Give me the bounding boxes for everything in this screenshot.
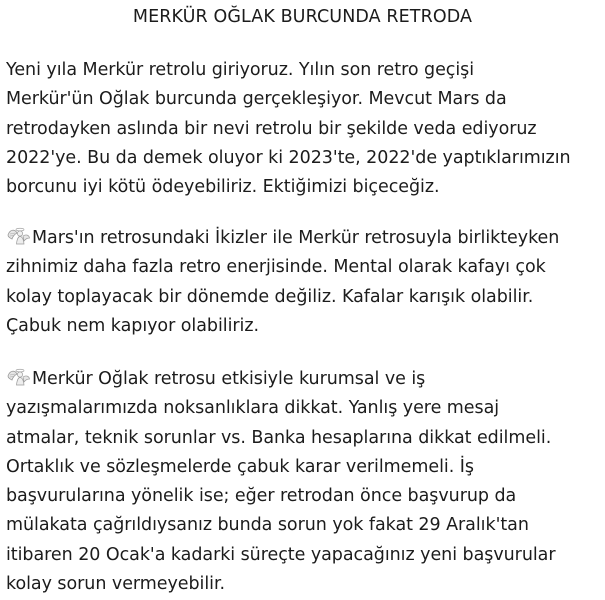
paragraph-line-text: Merkür Oğlak retrosu etkisiyle kurumsal ve iş <box>32 369 426 389</box>
paragraph-3 <box>6 365 602 599</box>
paragraph-line: zihnimiz daha fazla retro enerjisinde. Mental olarak kafayı çok <box>6 257 546 278</box>
paragraph-line: atmalar, teknik sorunlar vs. Banka hesaplarına dikkat edilmeli. <box>6 427 552 448</box>
paragraph-line: retrodayken aslında bir nevi retrolu bir şekilde veda ediyoruz <box>6 118 537 139</box>
paragraph-line: itibaren 20 Ocak'a kadarki süreçte yapacağınız yeni başvurular <box>6 544 556 565</box>
paragraph-line: başvurularına yönelik ise; eğer retrodan önce başvurup da <box>6 486 517 507</box>
paragraph-line: Çabuk nem kapıyor olabiliriz. <box>6 315 259 336</box>
paragraph-line: Ortaklık ve sözleşmelerde çabuk karar verilmemeli. İş <box>6 456 474 477</box>
document-title: MERKÜR OĞLAK BURCUNDA RETRODA <box>132 7 473 27</box>
paragraph-1 <box>6 56 602 202</box>
paragraph-2 <box>6 224 602 341</box>
paragraph-line-with-icon <box>6 224 602 253</box>
paragraph-line: kolay toplayacak bir dönemde değiliz. Kafalar karışık olabilir. <box>6 286 534 307</box>
paragraph-line: borcunu iyi kötü ödeyebiliriz. Ektiğimizi biçeceğiz. <box>6 177 440 198</box>
paragraph-line: 2022'ye. Bu da demek oluyor ki 2023'te, 2022'de yaptıklarımızın <box>6 147 571 168</box>
paragraph-line: mülakata çağrıldıysanız bunda sorun yok fakat 29 Aralık'tan <box>6 515 529 536</box>
angel-icon <box>6 226 32 246</box>
angel-icon <box>6 367 32 387</box>
paragraph-line: Yeni yıla Merkür retrolu giriyoruz. Yılın son retro geçişi <box>6 60 475 80</box>
paragraph-line-with-icon <box>6 365 602 394</box>
paragraph-line: kolay sorun vermeyebilir. <box>6 574 226 595</box>
paragraph-line-text: Mars'ın retrosundaki İkizler ile Merkür retrosuyla birlikteyken <box>32 228 560 248</box>
paragraph-line: yazışmalarımızda noksanlıklara dikkat. Yanlış yere mesaj <box>6 398 500 419</box>
paragraph-line: Merkür'ün Oğlak burcunda gerçekleşiyor. Mevcut Mars da <box>6 89 507 110</box>
